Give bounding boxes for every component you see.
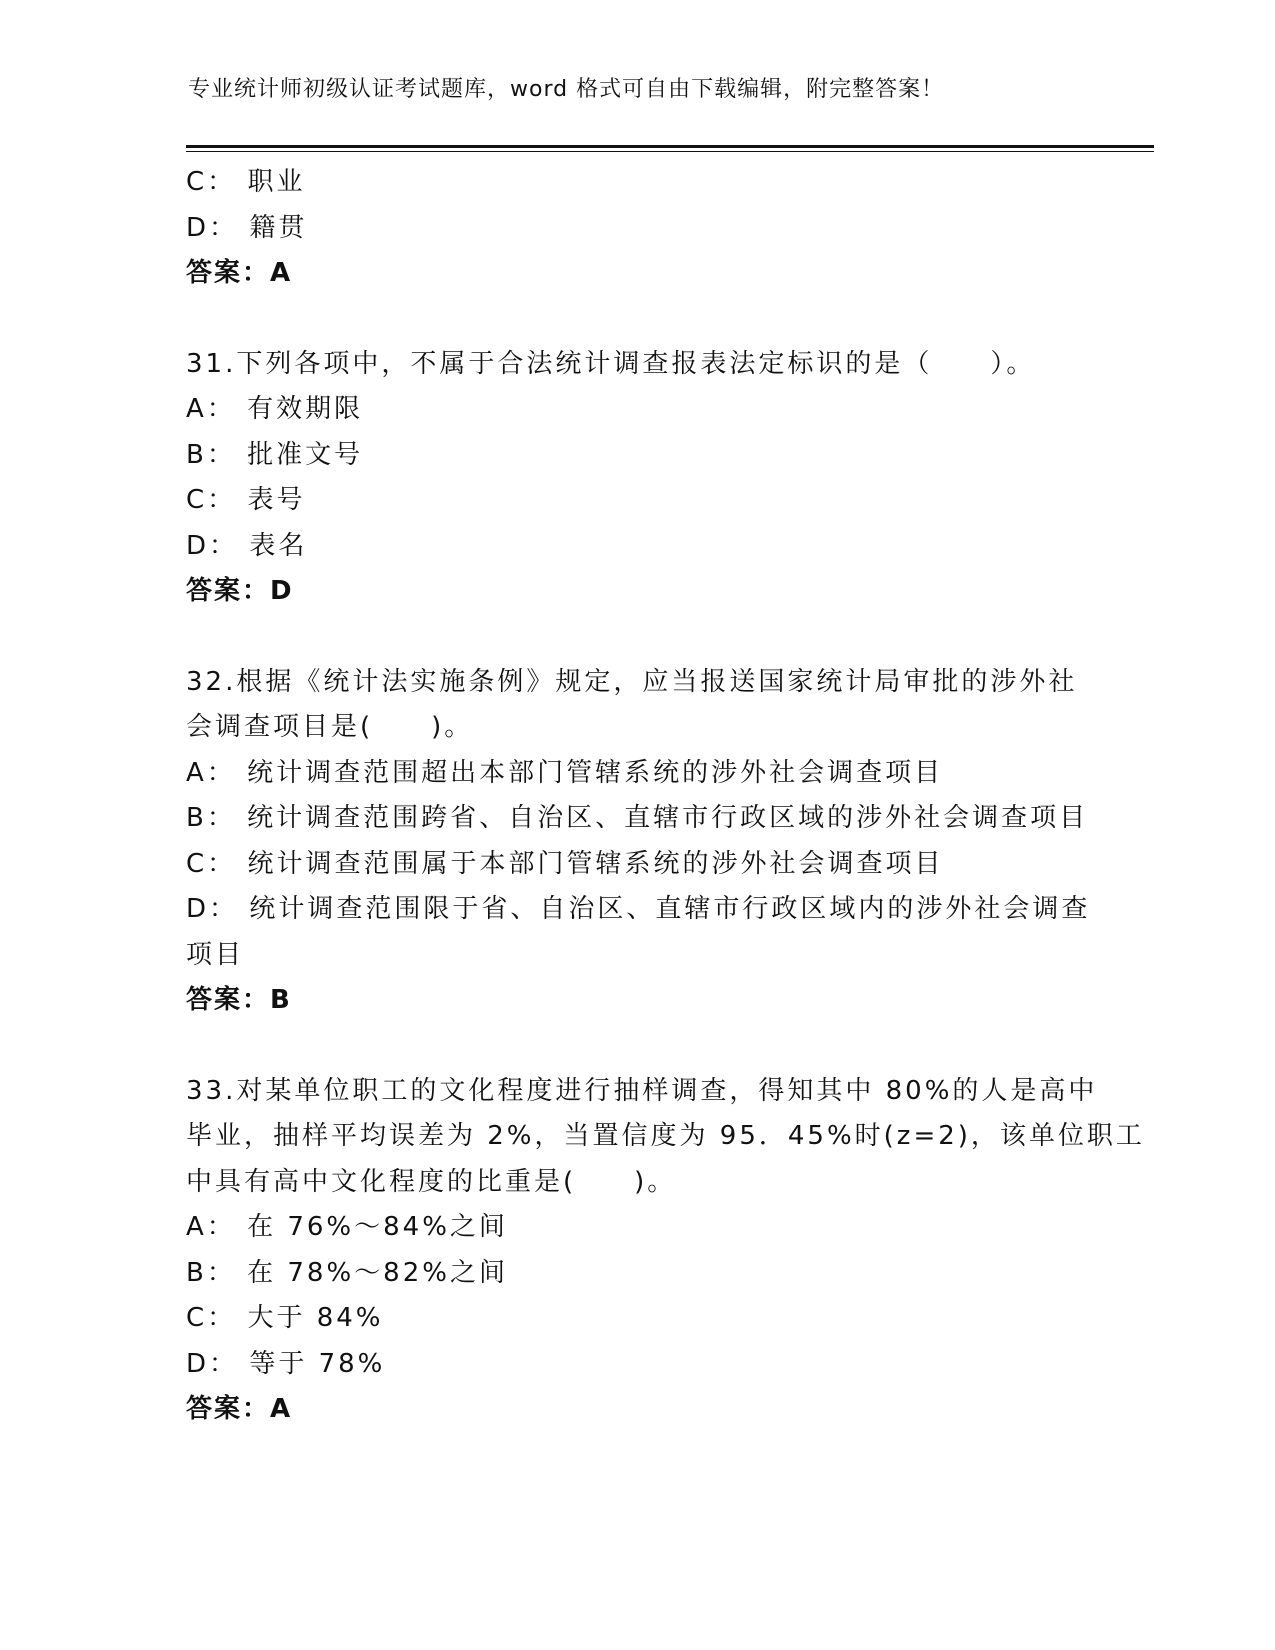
option-d-cont: 项目 [186, 939, 245, 970]
question-33-stem: 33.对某单位职工的文化程度进行抽样调查，得知其中 80%的人是高中 [186, 1075, 1098, 1106]
option-b: B： 统计调查范围跨省、自治区、直辖市行政区域的涉外社会调查项目 [186, 803, 1089, 833]
answer-line: 答案：D [186, 576, 294, 606]
question-31-stem: 31.下列各项中，不属于合法统计调查报表法定标识的是（ ）。 [186, 348, 1036, 379]
option-c: C： 表号 [186, 485, 306, 515]
option-b: B： 在 78%～82%之间 [186, 1257, 508, 1288]
answer-line: 答案：B [186, 985, 292, 1015]
question-list [186, 160, 1145, 1433]
option-b: B： 批准文号 [186, 439, 364, 470]
page-header: 专业统计师初级认证考试题库，word 格式可自由下载编辑，附完整答案！ [188, 77, 945, 102]
option-d: D： 籍贯 [186, 212, 308, 243]
question-32-stem-cont: 会调查项目是( )。 [186, 712, 474, 742]
answer-line: 答案：A [186, 258, 293, 288]
option-a: A： 统计调查范围超出本部门管辖系统的涉外社会调查项目 [186, 757, 944, 788]
header-divider [186, 145, 1154, 152]
option-c: C： 大于 84% [186, 1303, 384, 1333]
option-c: C： 职业 [186, 167, 306, 197]
question-32-stem: 32.根据《统计法实施条例》规定，应当报送国家统计局审批的涉外社 [186, 666, 1078, 697]
option-d: D： 统计调查范围限于省、自治区、直辖市行政区域内的涉外社会调查 [186, 894, 1091, 924]
question-33-stem-cont: 毕业，抽样平均误差为 2%，当置信度为 95．45%时(z=2)，该单位职工 [186, 1121, 1145, 1151]
question-33-stem-cont2: 中具有高中文化程度的比重是( )。 [186, 1166, 677, 1197]
option-d: D： 表名 [186, 530, 308, 561]
answer-line: 答案：A [186, 1394, 293, 1424]
option-a: A： 有效期限 [186, 394, 364, 424]
option-c: C： 统计调查范围属于本部门管辖系统的涉外社会调查项目 [186, 848, 944, 879]
option-d: D： 等于 78% [186, 1348, 386, 1379]
option-a: A： 在 76%～84%之间 [186, 1212, 508, 1242]
